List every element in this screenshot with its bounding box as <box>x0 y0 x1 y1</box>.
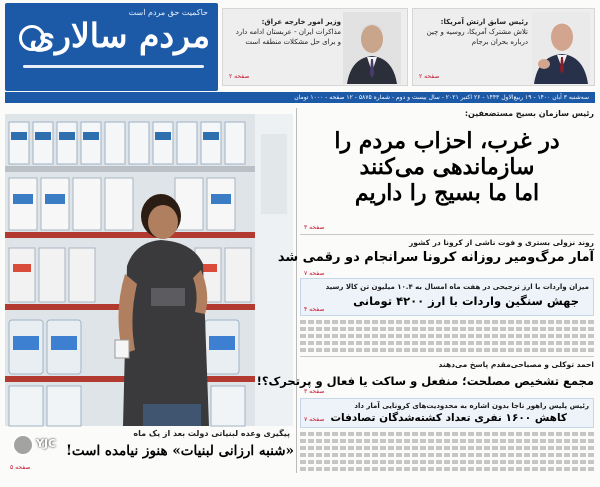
story-imports-body <box>300 320 594 355</box>
story-covid-more: صفحه ۷ <box>304 270 325 277</box>
lead-headline-line-2: سازماندهی می‌کنند <box>359 154 535 180</box>
story-expediency-headline: مجمع تشخیص مصلحت؛ منفعل و ساکت یا فعال و پرتحرک؟! <box>256 374 594 388</box>
photo-story-kicker: پیگیری وعده لبنیاتی دولت بعد از یک ماه <box>133 429 290 438</box>
lead-story[interactable] <box>300 109 594 118</box>
portrait-photo <box>343 12 401 84</box>
story-traffic-kicker: رئیس پلیس راهور ناجا بدون اشاره به محدودیت‌های کرونایی آمار داد <box>354 402 589 410</box>
story-covid-headline: آمار مرگ‌ومیر روزانه کرونا سرانجام دو رقمی شد <box>277 250 594 265</box>
teaser-iraq-fm[interactable] <box>222 8 408 86</box>
story-imports-kicker: میزان واردات با ارز ترجیحی در هفت ماه امسال به ۱۰.۴ میلیون تن کالا رسید <box>325 283 589 291</box>
story-expediency-more: صفحه ۳ <box>304 388 325 395</box>
story-traffic-box[interactable] <box>300 398 594 428</box>
dateline-text: سه‌شنبه ۳ آبان ۱۴۰۰ - ۱۹ ربیع‌الاول ۱۴۴۳ - ۲۶ اکتبر ۲۰۲۱ - سال بیست و دوم - شماره ۵۸۷۵ - ۱۲ صفحه - ۱۰۰۰ تومان <box>294 94 589 101</box>
story-imports-more: صفحه ۴ <box>304 306 325 313</box>
story-expediency-kicker: احمد توکلی و مصباحی‌مقدم پاسخ می‌دهند <box>438 360 594 369</box>
story-traffic-more: صفحه ۷ <box>304 416 325 423</box>
dateline-bar <box>5 92 595 103</box>
story-covid-kicker: روند نزولی بستری و فوت ناشی از کرونا در کشور <box>408 238 594 247</box>
portrait-photo <box>532 12 590 84</box>
watermark-text: YJC <box>36 437 57 450</box>
story-covid[interactable] <box>277 238 594 265</box>
separator <box>300 356 594 357</box>
teaser-text: وزیر امور خارجه عراق: مذاکرات ایران - عربستان ادامه دارد و برای حل مشکلات منطقه است <box>235 18 341 46</box>
lead-kicker: رئیس سازمان بسیج مستضعفین: <box>464 109 594 118</box>
photo-story-more: صفحه ۵ <box>10 464 31 471</box>
separator <box>300 234 594 235</box>
story-traffic-headline: کاهش ۱۶۰۰ نفری تعداد کشته‌شدگان تصادفات <box>330 412 567 424</box>
teaser-us-army[interactable] <box>412 8 595 86</box>
teaser-more: صفحه ۲ <box>229 73 250 80</box>
newspaper-logo: مردم سالاری <box>29 16 210 55</box>
watermark-circle-icon <box>12 434 34 456</box>
masthead[interactable] <box>5 3 218 91</box>
story-traffic-body <box>300 432 594 474</box>
lead-photo-dairy-shelf[interactable] <box>5 114 293 426</box>
lead-headline-line-3: اما ما بسیج را داریم <box>354 180 540 206</box>
lead-headline[interactable] <box>300 128 594 206</box>
story-imports-headline: جهش سنگین واردات با ارز ۴۲۰۰ تومانی <box>353 294 579 308</box>
photo-story-headline[interactable]: «شنبه ارزانی لبنیات» هنوز نیامده است! <box>65 443 294 459</box>
logo-underline <box>23 65 204 68</box>
teaser-more: صفحه ۲ <box>419 73 440 80</box>
story-imports-box[interactable] <box>300 278 594 316</box>
story-expediency-council[interactable] <box>256 360 594 388</box>
lead-more: صفحه ۳ <box>304 224 325 231</box>
lead-headline-line-1: در غرب، احزاب مردم را <box>334 128 560 154</box>
column-divider <box>296 108 297 473</box>
yjc-watermark <box>12 432 60 458</box>
masthead-motto: حاکمیت حق مردم است <box>128 8 208 17</box>
teaser-text: رئیس سابق ارتش آمریکا: تلاش مشترک آمریکا، روسیه و چین درباره بحران برجام <box>426 18 528 46</box>
